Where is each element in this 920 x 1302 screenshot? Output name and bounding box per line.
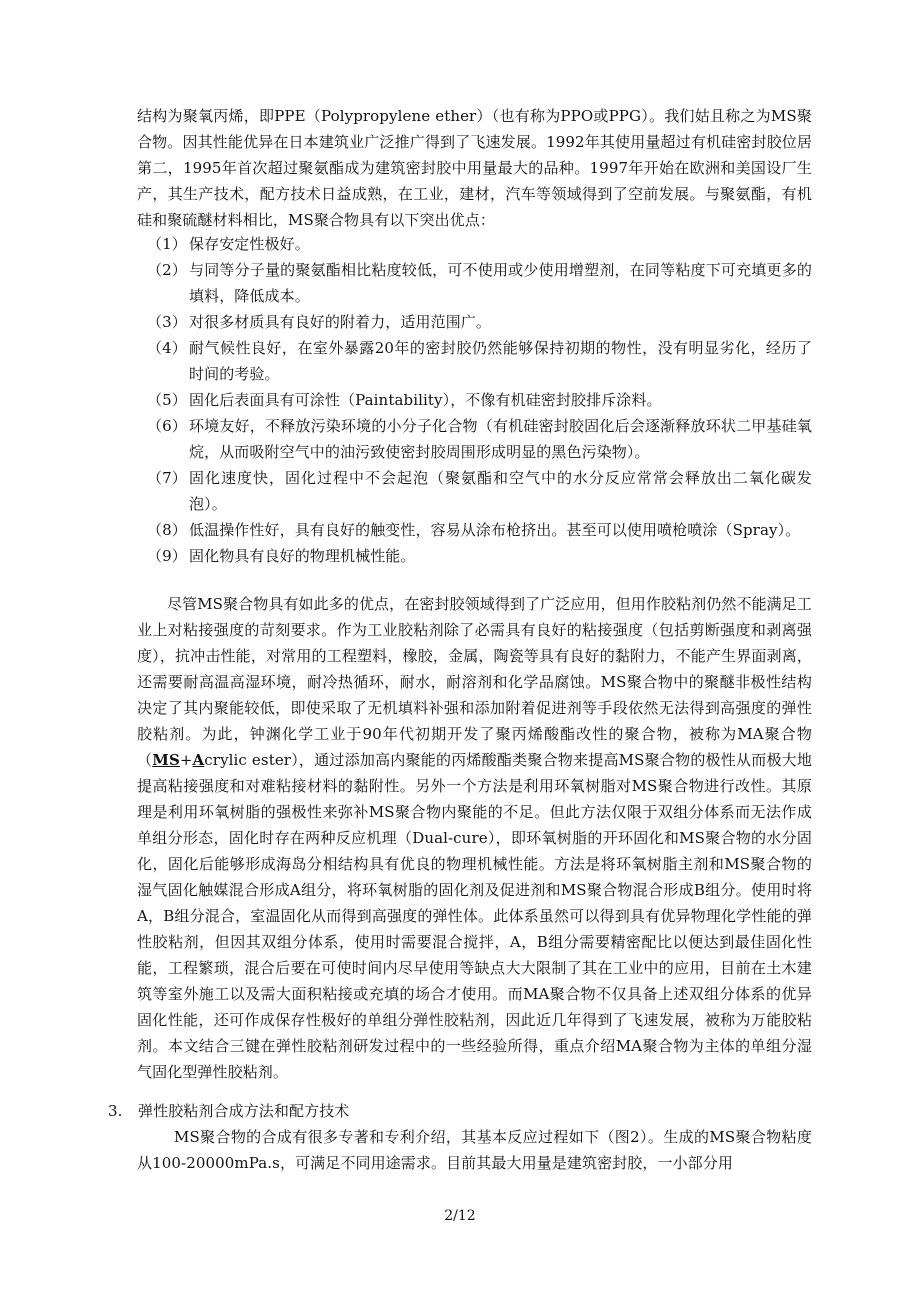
ms-abbreviation: MS — [152, 751, 180, 769]
list-item — [137, 413, 812, 465]
body-text-part: crylic ester），通过添加高内聚能的丙烯酸酯类聚合物来提高MS聚合物的极性从而极大地提高粘接强度和对难粘接材料的黏附性。另外一个方法是利用环氧树脂对MS聚合物进行改性。其原理是利用环氧树脂的强极性来弥补MS聚合物内聚能的不足。但此方法仅限于双组分体系而无法作成单组分形态，固化时存在两种反应机理（Dual-cure），即环氧树脂的开环固化和MS聚合物的水分固化，固化后能够形成海岛分相结构具有优良的物理机械性能。方法是将环氧树脂主剂和MS聚合物的湿气固化触媒混合形成A组分，将环氧树脂的固化剂及促进剂和MS聚合物混合形成B组分。使用时将A，B组分混合，室温固化从而得到高强度的弹性体。此体系虽然可以得到具有优异物理化学性能的弹性胶粘剂，但因其双组分体系，使用时需要混合搅拌，A，B组分需要精密配比以便达到最佳固化性能，工程繁琐，混合后要在可使时间内尽早使用等缺点大大限制了其在工业中的应用，目前在土木建筑等室外施工以及需大面积粘接或充填的场合才使用。而MA聚合物不仅具备上述双组分体系的优异固化性能，还可作成保存性极好的单组分弹性胶粘剂，因此近几年得到了飞速发展，被称为万能胶粘剂。本文结合三键在弹性胶粘剂研发过程中的一些经验所得，重点介绍MA聚合物为主体的单组分湿气固化型弹性胶粘剂。 — [137, 751, 812, 1081]
list-item-number: （2） — [147, 261, 187, 279]
body-paragraph: MS聚合物的合成有很多专著和专利介绍，其基本反应过程如下（图2）。生成的MS聚合物粘度从100-20000mPa.s，可满足不同用途需求。目前其最大用量是建筑密封胶，一小部分用 — [137, 1128, 812, 1172]
list-item-number: （1） — [147, 235, 187, 253]
list-item-number: （5） — [147, 391, 187, 409]
body-text-part: 尽管MS聚合物具有如此多的优点，在密封胶领域得到了广泛应用，但用作胶粘剂仍然不能满足工业上对粘接强度的苛刻要求。作为工业胶粘剂除了必需具有良好的粘接强度（包括剪断强度和剥离强度），抗冲击性能，对常用的工程塑料，橡胶，金属，陶瓷等具有良好的黏附力，不能产生界面剥离，还需要耐高温高湿环境，耐冷热循环，耐水，耐溶剂和化学品腐蚀。MS聚合物中的聚醚非极性结构决定了其内聚能较低，即使采取了无机填料补强和添加附着促进剂等手段依然无法得到高强度的弹性胶粘剂。为此，钟渊化学工业于90年代初期开发了聚丙烯酸酯改性的聚合物，被称为MA聚合物（ — [137, 595, 812, 769]
body-paragraph — [137, 591, 812, 1085]
list-item-number: （7） — [147, 469, 187, 487]
advantages-list — [137, 231, 812, 569]
list-item-text: 固化物具有良好的物理机械性能。 — [189, 547, 416, 565]
list-item-text: 低温操作性好，具有良好的触变性，容易从涂布枪挤出。甚至可以使用喷枪喷涂（Spray）。 — [189, 521, 801, 539]
list-item-number: （8） — [147, 521, 187, 539]
list-item — [137, 387, 812, 413]
list-item-number: （3） — [147, 313, 187, 331]
list-item-text: 耐气候性良好，在室外暴露20年的密封胶仍然能够保持初期的物性，没有明显劣化，经历了时间的考验。 — [189, 339, 812, 383]
section-heading — [108, 1098, 808, 1124]
list-item-text: 保存安定性极好。 — [189, 235, 310, 253]
acrylic-abbreviation: A — [192, 751, 205, 769]
list-item-number: （6） — [147, 417, 187, 435]
list-item-text: 固化速度快，固化过程中不会起泡（聚氨酯和空气中的水分反应常常会释放出二氧化碳发泡）。 — [189, 469, 812, 513]
list-item — [137, 543, 812, 569]
list-item-text: 与同等分子量的聚氨酯相比粘度较低，可不使用或少使用增塑剂，在同等粘度下可充填更多的填料，降低成本。 — [189, 261, 812, 305]
section-title: 弹性胶粘剂合成方法和配方技术 — [138, 1102, 350, 1120]
list-item-text: 环境友好，不释放污染环境的小分子化合物（有机硅密封胶固化后会逐渐释放环状二甲基硅氧烷，从而吸附空气中的油污致使密封胶周围形成明显的黑色污染物）。 — [189, 417, 812, 461]
list-item — [137, 309, 812, 335]
list-item-number: （4） — [147, 339, 187, 357]
list-item — [137, 465, 812, 517]
list-item — [137, 517, 812, 543]
list-item — [137, 335, 812, 387]
intro-paragraph: 结构为聚氧丙烯，即PPE（Polypropylene ether）（也有称为PPO或PPG）。我们姑且称之为MS聚合物。因其性能优异在日本建筑业广泛推广得到了飞速发展。1992年其使用量超过有机硅密封胶位居第二，1995年首次超过聚氨酯成为建筑密封胶中用量最大的品种。1997年开始在欧洲和美国设厂生产，其生产技术，配方技术日益成熟，在工业，建材，汽车等领域得到了空前发展。与聚氨酯，有机硅和聚硫醚材料相比，MS聚合物具有以下突出优点： — [137, 107, 812, 229]
list-item — [137, 257, 812, 309]
section-number: 3. — [108, 1102, 123, 1120]
list-item-text: 固化后表面具有可涂性（Paintability），不像有机硅密封胶排斥涂料。 — [189, 391, 662, 409]
list-item — [137, 231, 812, 257]
plus-sign: + — [179, 751, 193, 769]
list-item-number: （9） — [147, 547, 187, 565]
page-number: 2/12 — [444, 1208, 476, 1224]
list-item-text: 对很多材质具有良好的附着力，适用范围广。 — [189, 313, 492, 331]
